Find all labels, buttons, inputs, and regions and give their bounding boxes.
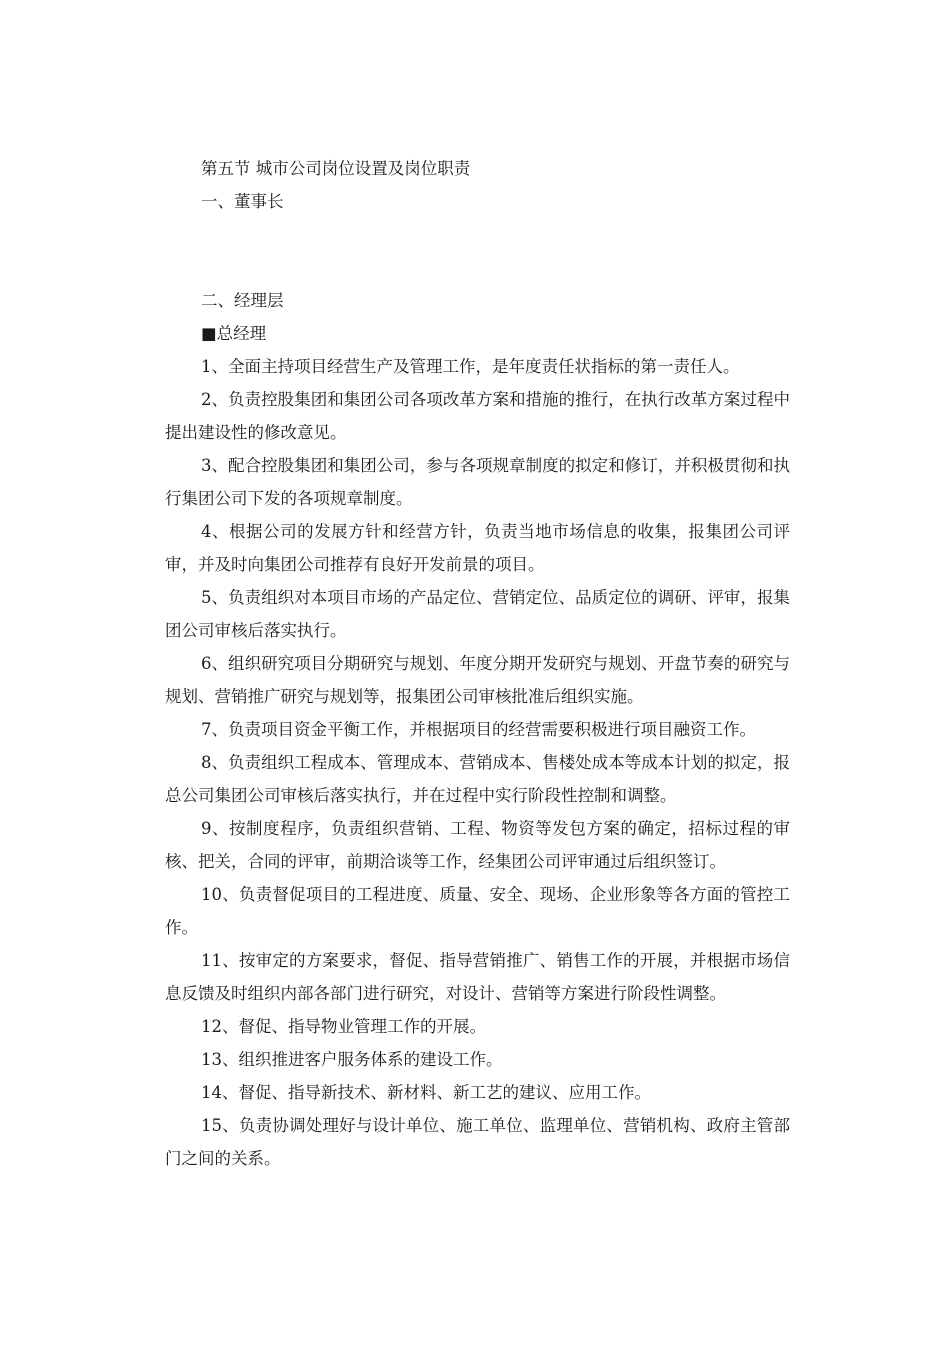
document-body [165, 152, 790, 1175]
duty-item: 10、负责督促项目的工程进度、质量、安全、现场、企业形象等各方面的管控工作。 [165, 885, 790, 937]
duty-item: 4、根据公司的发展方针和经营方针，负责当地市场信息的收集，报集团公司评审，并及时向集团公司推荐有良好开发前景的项目。 [165, 522, 790, 574]
duty-item: 7、负责项目资金平衡工作，并根据项目的经营需要积极进行项目融资工作。 [201, 720, 756, 739]
duty-item: 13、组织推进客户服务体系的建设工作。 [201, 1050, 503, 1069]
duty-item: 12、督促、指导物业管理工作的开展。 [201, 1017, 486, 1036]
duty-item: 11、按审定的方案要求，督促、指导营销推广、销售工作的开展，并根据市场信息反馈及时组织内部各部门进行研究，对设计、营销等方案进行阶段性调整。 [165, 951, 790, 1003]
duty-item: 5、负责组织对本项目市场的产品定位、营销定位、品质定位的调研、评审，报集团公司审核后落实执行。 [165, 588, 790, 640]
blank-space [165, 218, 790, 284]
duty-item: 6、组织研究项目分期研究与规划、年度分期开发研究与规划、开盘节奏的研究与规划、营销推广研究与规划等，报集团公司审核批准后组织实施。 [165, 654, 790, 706]
subheading-general-manager: ■总经理 [201, 324, 267, 343]
duty-item: 8、负责组织工程成本、管理成本、营销成本、售楼处成本等成本计划的拟定，报总公司集团公司审核后落实执行，并在过程中实行阶段性控制和调整。 [165, 753, 790, 805]
duty-item: 2、负责控股集团和集团公司各项改革方案和措施的推行，在执行改革方案过程中提出建设性的修改意见。 [165, 390, 790, 442]
duty-item: 15、负责协调处理好与设计单位、施工单位、监理单位、营销机构、政府主管部门之间的关系。 [165, 1116, 790, 1168]
heading-chairman: 一、董事长 [201, 192, 284, 211]
duty-item: 1、全面主持项目经营生产及管理工作，是年度责任状指标的第一责任人。 [201, 357, 740, 376]
heading-management: 二、经理层 [201, 291, 284, 310]
duty-item: 9、按制度程序，负责组织营销、工程、物资等发包方案的确定，招标过程的审核、把关，合同的评审，前期洽谈等工作，经集团公司评审通过后组织签订。 [165, 819, 790, 871]
duty-item: 14、督促、指导新技术、新材料、新工艺的建议、应用工作。 [201, 1083, 651, 1102]
duty-item: 3、配合控股集团和集团公司，参与各项规章制度的拟定和修订，并积极贯彻和执行集团公司下发的各项规章制度。 [165, 456, 790, 508]
section-title: 第五节 城市公司岗位设置及岗位职责 [201, 159, 471, 178]
